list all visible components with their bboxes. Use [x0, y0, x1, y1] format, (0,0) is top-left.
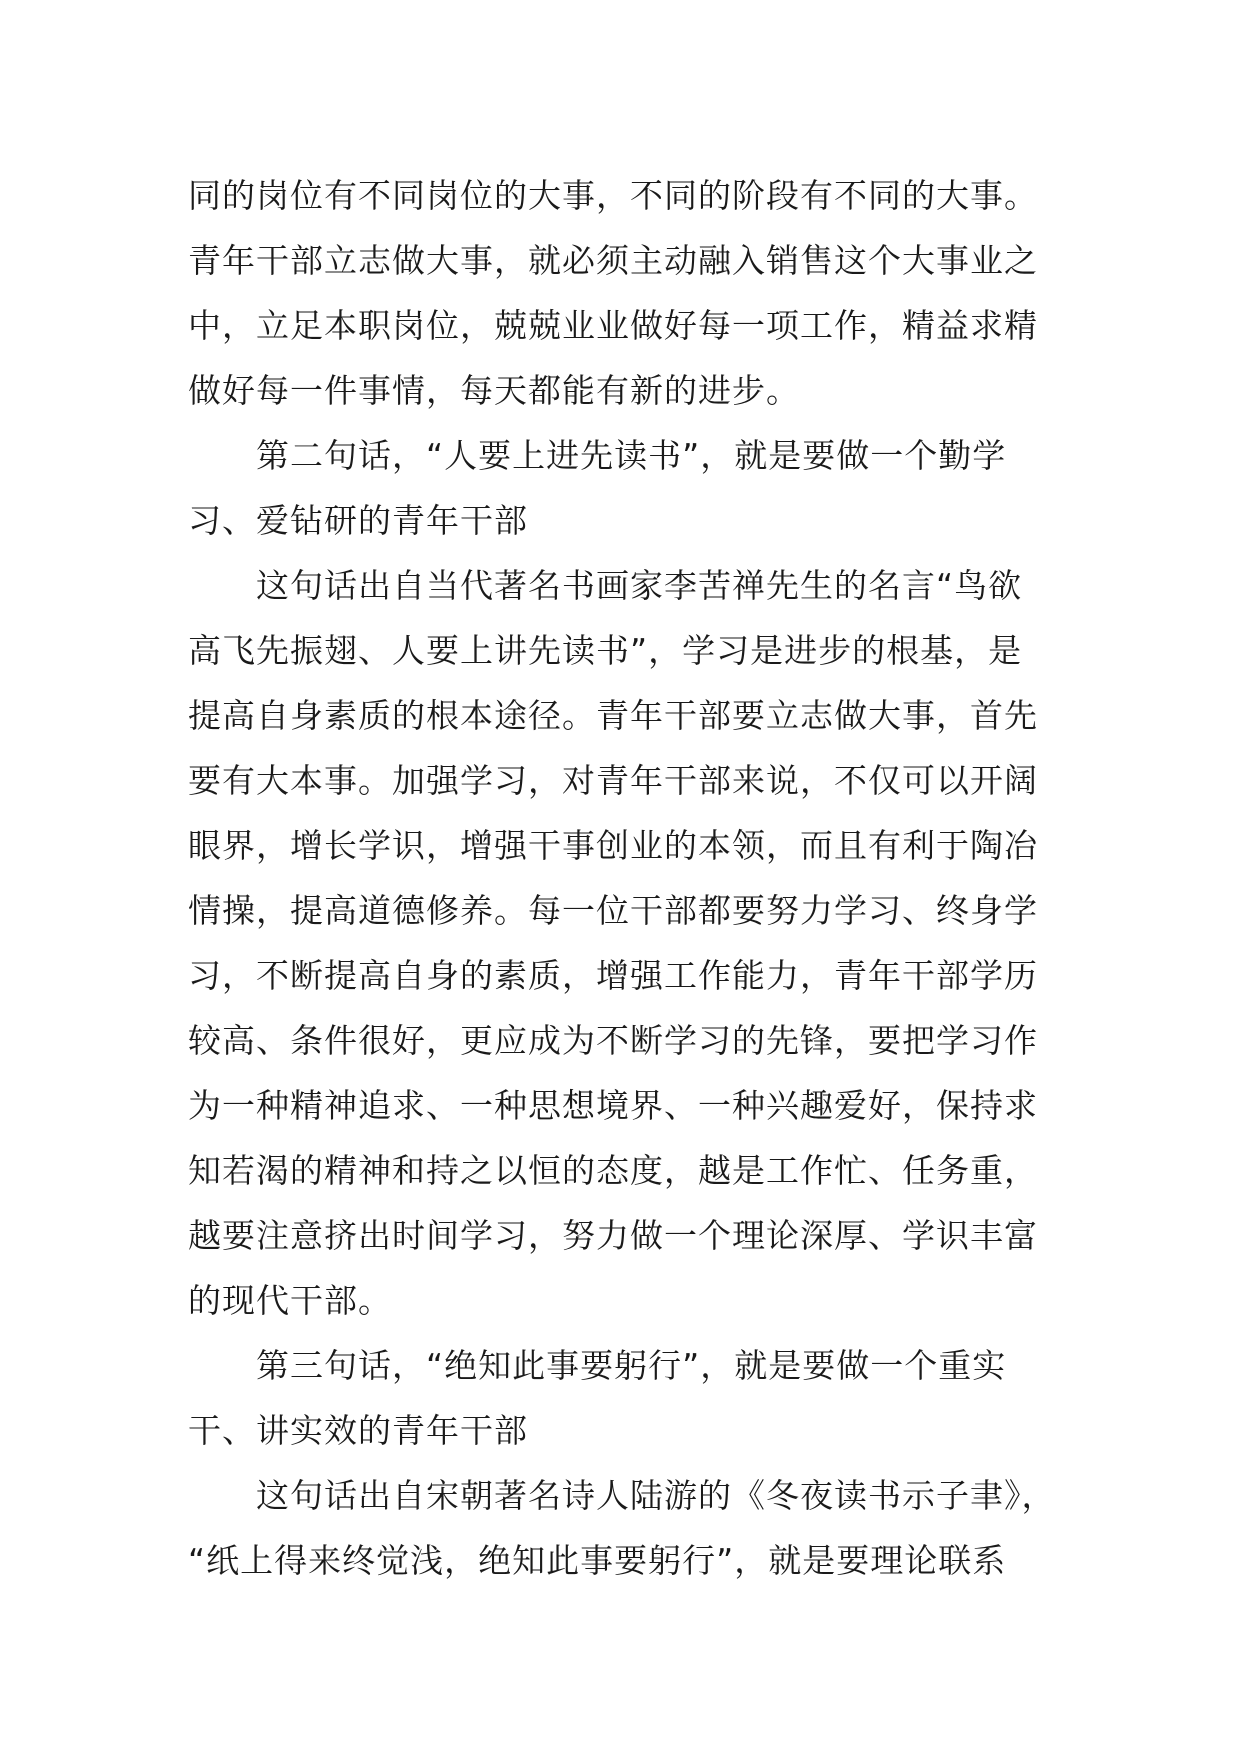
text-line: 青年干部立志做大事，就必须主动融入销售这个大事业之 [188, 241, 1038, 280]
heading-line: 习、爱钻研的青年干部 [188, 501, 528, 540]
text-line: 的现代干部。 [188, 1281, 392, 1320]
text-line: 要有大本事。加强学习，对青年干部来说，不仅可以开阔 [188, 761, 1038, 800]
paragraph-3 [188, 1463, 1054, 1593]
text-line: 习，不断提高自身的素质，增强工作能力，青年干部学历 [188, 956, 1038, 995]
text-line: 提高自身素质的根本途径。青年干部要立志做大事，首先 [188, 696, 1038, 735]
paragraph-2 [188, 553, 1054, 1333]
heading-line: 干、讲实效的青年干部 [188, 1411, 528, 1450]
text-line: 情操，提高道德修养。每一位干部都要努力学习、终身学 [188, 891, 1038, 930]
text-line: 眼界，增长学识，增强干事创业的本领，而且有利于陶冶 [188, 826, 1038, 865]
text-line: 做好每一件事情，每天都能有新的进步。 [188, 371, 800, 410]
paragraph-continued [188, 163, 1054, 423]
section-heading-3 [188, 1333, 1054, 1463]
text-line: 较高、条件很好，更应成为不断学习的先锋，要把学习作 [188, 1021, 1038, 1060]
heading-line: 第三句话，“绝知此事要躬行”，就是要做一个重实 [256, 1346, 1007, 1385]
text-line: 知若渴的精神和持之以恒的态度，越是工作忙、任务重， [188, 1151, 1038, 1190]
text-line: “纸上得来终觉浅，绝知此事要躬行”，就是要理论联系 [188, 1541, 1007, 1580]
text-line: 这句话出自宋朝著名诗人陆游的《冬夜读书示子聿》， [256, 1476, 1056, 1515]
heading-line: 第二句话，“人要上进先读书”，就是要做一个勤学 [256, 436, 1007, 475]
text-line: 为一种精神追求、一种思想境界、一种兴趣爱好，保持求 [188, 1086, 1038, 1125]
text-line: 同的岗位有不同岗位的大事，不同的阶段有不同的大事。 [188, 176, 1038, 215]
document-body [188, 163, 1054, 1593]
text-line: 越要注意挤出时间学习，努力做一个理论深厚、学识丰富 [188, 1216, 1038, 1255]
text-line: 高飞先振翅、人要上讲先读书”，学习是进步的根基，是 [188, 631, 1023, 670]
text-line: 这句话出自当代著名书画家李苦禅先生的名言“鸟欲 [256, 566, 1023, 605]
section-heading-2 [188, 423, 1054, 553]
text-line: 中，立足本职岗位，兢兢业业做好每一项工作，精益求精 [188, 306, 1038, 345]
